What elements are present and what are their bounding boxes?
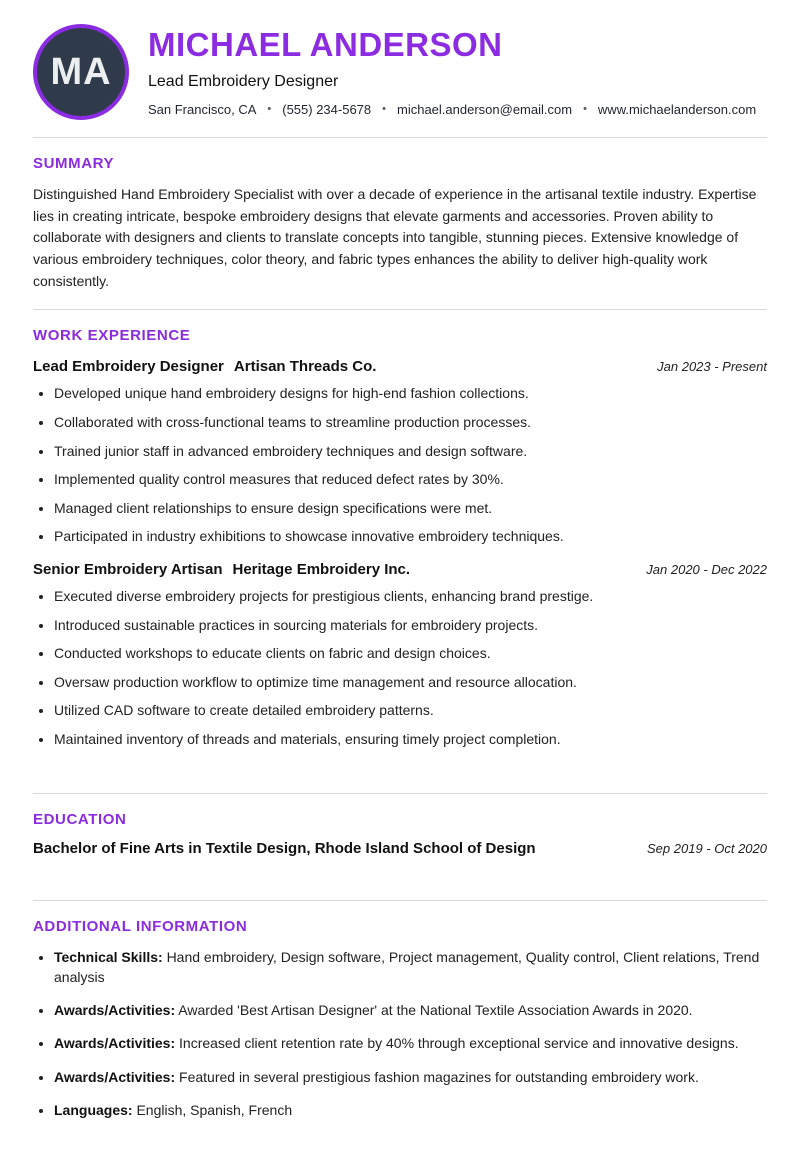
divider: [33, 793, 767, 794]
additional-info-label: Awards/Activities:: [54, 1035, 176, 1052]
contact-website-link[interactable]: www.michaelanderson.com: [597, 101, 757, 117]
additional-info-text: Featured in several prestigious fashion magazines for outstanding embroidery work.: [179, 1068, 699, 1085]
summary-heading: SUMMARY: [33, 155, 115, 172]
education-degree: Bachelor of Fine Arts in Textile Design, Rhode Island School of Design: [33, 839, 536, 857]
header-text: [148, 27, 756, 116]
additional-info-label: Awards/Activities:: [54, 1068, 176, 1085]
bullet-item: • Collaborated with cross-functional teams to streamline production processes.: [54, 413, 767, 433]
bullet-item: • Introduced sustainable practices in sourcing materials for embroidery projects.: [54, 616, 767, 636]
job-header: [33, 561, 767, 578]
additional-info-item: [54, 1000, 767, 1020]
avatar: [33, 24, 129, 120]
additional-info-text: Increased client retention rate by 40% through exceptional service and innovative designs.: [179, 1035, 739, 1052]
bullet-item: • Developed unique hand embroidery designs for high-end fashion collections.: [54, 384, 767, 404]
bullet-item: • Executed diverse embroidery projects for prestigious clients, enhancing brand prestige.: [54, 587, 767, 607]
job-bullet-list: [33, 587, 767, 750]
contact-location: San Francisco, CA: [148, 101, 257, 117]
additional-info-heading: ADDITIONAL INFORMATION: [33, 917, 248, 935]
contact-separator: •: [583, 103, 587, 116]
contact-separator: •: [267, 103, 272, 116]
bullet-item: • Trained junior staff in advanced embroidery techniques and design software.: [54, 442, 767, 462]
job-company: Heritage Embroidery Inc.: [232, 561, 411, 578]
additional-info-item: [54, 1100, 767, 1120]
job-company: Artisan Threads Co.: [233, 358, 377, 376]
education-heading: EDUCATION: [33, 810, 127, 828]
job-dates: Jan 2023 - Present: [657, 359, 767, 375]
education-dates: Sep 2019 - Oct 2020: [647, 840, 767, 856]
job-bullet-list: [33, 384, 767, 547]
summary-text: Distinguished Hand Embroidery Specialist with over a decade of experience in the artisanal textile industry. Expertise lies in creating intricate, bespoke embroidery designs that elevate garments and accessories. Proven ability to collaborate with designers and clients to translate concepts into tangible, stunning pieces. Extensive knowledge of various embroidery techniques, color theory, and fabric types enhances the ability to deliver high-quality work consistently.: [33, 186, 757, 289]
bullet-item: • Conducted workshops to educate clients on fabric and design choices.: [54, 644, 767, 664]
bullet-item: • Participated in industry exhibitions to showcase innovative embroidery techniques.: [54, 527, 767, 547]
additional-info-item: [54, 947, 767, 988]
spacer: [33, 750, 767, 776]
additional-info-item: [54, 1033, 767, 1053]
job-title: Senior Embroidery Artisan: [33, 561, 223, 578]
job-title-company: [33, 561, 410, 578]
contact-phone: (555) 234-5678: [282, 101, 372, 117]
avatar-initials: MA: [50, 50, 112, 93]
contact-email-link[interactable]: michael.anderson@email.com: [397, 101, 573, 117]
additional-info-list: [33, 947, 767, 1121]
divider: [33, 137, 767, 138]
job-title: Lead Embroidery Designer: [33, 358, 224, 376]
contact-row: [148, 102, 756, 117]
candidate-title: Lead Embroidery Designer: [148, 72, 339, 90]
work-experience-heading: WORK EXPERIENCE: [33, 327, 191, 345]
job-title-company: [33, 358, 376, 375]
additional-info-text: English, Spanish, French: [136, 1102, 293, 1119]
contact-separator: •: [382, 103, 386, 116]
candidate-name: MICHAEL ANDERSON: [148, 26, 503, 64]
education-row: [33, 840, 767, 857]
resume-header: [33, 24, 767, 120]
divider: [33, 900, 767, 901]
additional-info-section: [33, 918, 767, 1121]
additional-info-label: Languages:: [54, 1102, 133, 1119]
additional-info-label: Technical Skills:: [54, 948, 163, 965]
work-experience-section: [33, 327, 767, 749]
additional-info-label: Awards/Activities:: [54, 1002, 176, 1019]
additional-info-item: [54, 1067, 767, 1087]
bullet-item: • Implemented quality control measures that reduced defect rates by 30%.: [54, 470, 767, 490]
bullet-item: • Oversaw production workflow to optimize time management and resource allocation.: [54, 673, 767, 693]
bullet-item: • Maintained inventory of threads and materials, ensuring timely project completion.: [54, 730, 767, 750]
bullet-item: • Utilized CAD software to create detailed embroidery patterns.: [54, 701, 767, 721]
summary-section: [33, 155, 767, 292]
additional-info-text: Hand embroidery, Design software, Project management, Quality control, Client relations, Trend analysis: [54, 948, 760, 985]
divider: [33, 309, 767, 310]
spacer: [33, 857, 767, 883]
additional-info-text: Awarded 'Best Artisan Designer' at the National Textile Association Awards in 2020.: [178, 1002, 693, 1019]
education-section: [33, 811, 767, 857]
job-header: [33, 358, 767, 375]
bullet-item: • Managed client relationships to ensure design specifications were met.: [54, 499, 767, 519]
job-dates: Jan 2020 - Dec 2022: [646, 562, 767, 577]
